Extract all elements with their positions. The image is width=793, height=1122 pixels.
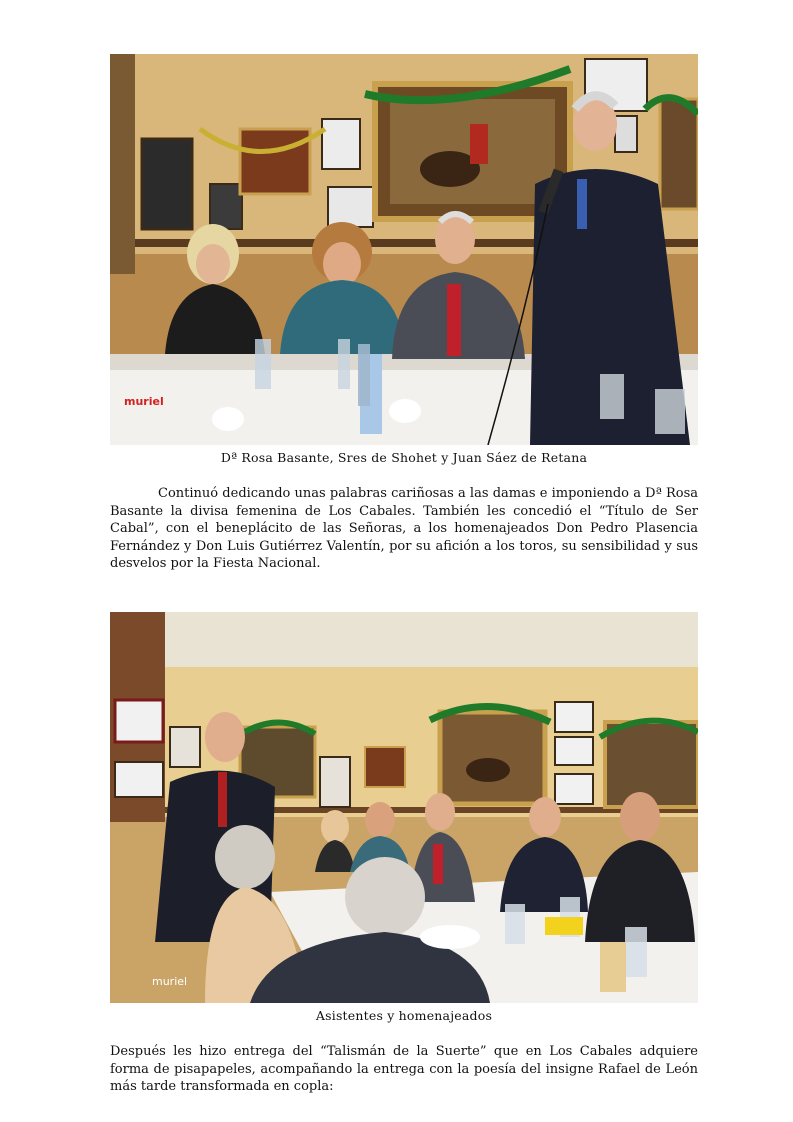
body-paragraph: Después les hizo entrega del “Talismán de la Suerte” que en Los Cabales adquiere forma de pisapapeles, acompañando la entrega con la poesía del insigne Rafael de León más tarde transformada en copla: bbox=[110, 1044, 698, 1095]
event-photo-attendees-image bbox=[110, 612, 698, 1003]
photo-caption: Dª Rosa Basante, Sres de Shohet y Juan Sáez de Retana bbox=[220, 450, 588, 465]
event-photo-speaker-image bbox=[110, 54, 698, 445]
photo-caption: Asistentes y homenajeados bbox=[315, 1008, 493, 1023]
body-paragraph: Continuó dedicando unas palabras cariñosas a las damas e imponiendo a Dª Rosa Basante la divisa femenina de Los Cabales. También les concedió el “Título de Ser Cabal”, con el beneplácito de las Señoras, a los homenajeados Don Pedro Plasencia Fernández y Don Luis Gutiérrez Valentín, por su afición a los toros, su sensibilidad y sus desvelos por la Fiesta Nacional. bbox=[110, 486, 698, 572]
event-photo-attendees bbox=[110, 612, 698, 1003]
photo-watermark: muriel bbox=[152, 975, 188, 988]
event-photo-speaker bbox=[110, 54, 698, 445]
photo-watermark: muriel bbox=[124, 395, 164, 408]
